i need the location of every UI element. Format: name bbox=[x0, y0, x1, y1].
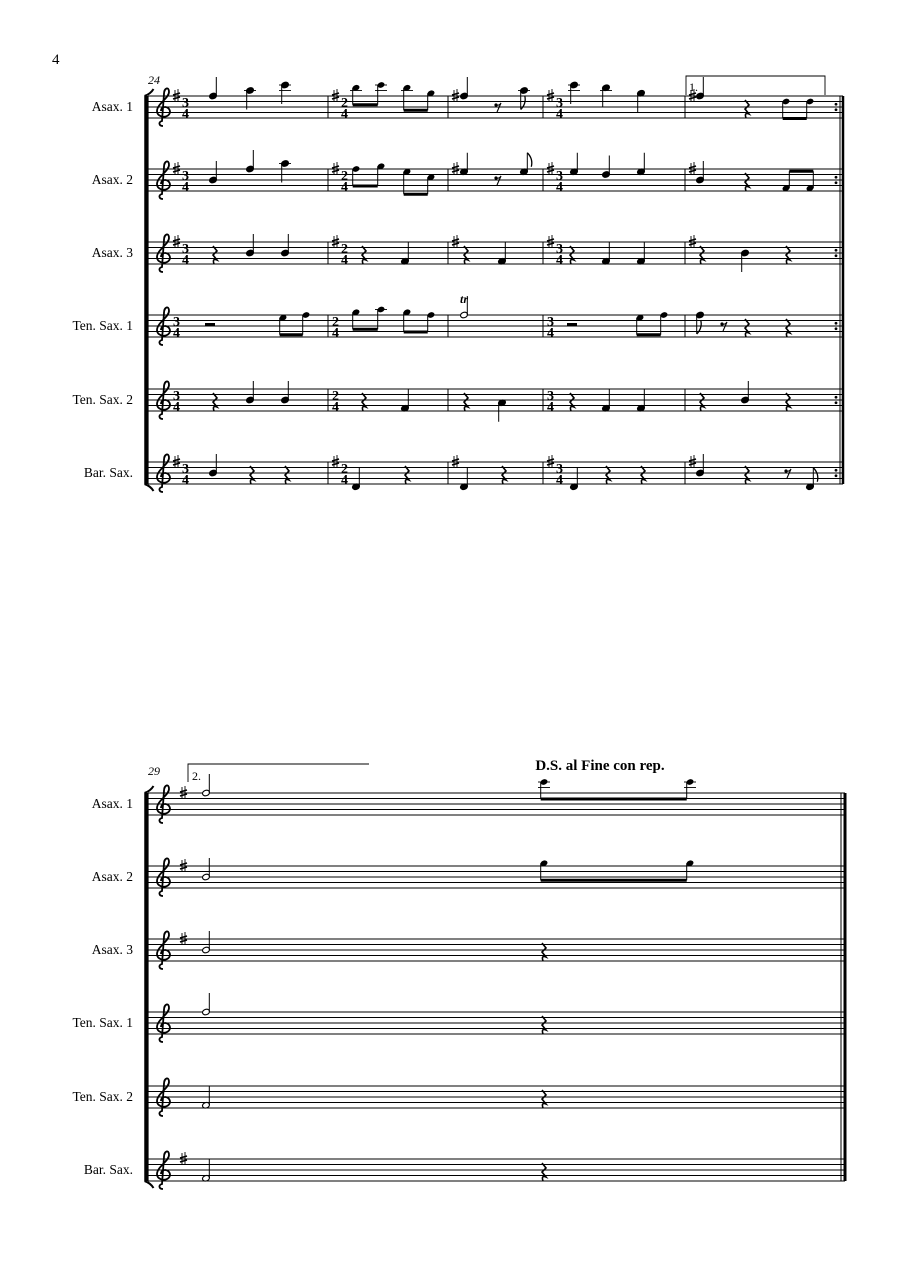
time-signature-numerator: 3 bbox=[182, 96, 189, 111]
quarter-rest-icon bbox=[745, 173, 749, 191]
key-sharp-icon bbox=[173, 162, 180, 175]
quarter-rest-icon bbox=[213, 246, 217, 264]
time-signature-numerator: 3 bbox=[173, 389, 180, 404]
key-sharp-icon bbox=[173, 89, 180, 102]
time-signature-denominator: 4 bbox=[556, 253, 563, 268]
key-sharp-icon bbox=[689, 455, 696, 468]
quarter-note bbox=[246, 150, 255, 173]
quarter-note bbox=[244, 87, 256, 110]
eighth-rest-icon bbox=[494, 176, 501, 185]
time-signature-denominator: 4 bbox=[332, 326, 339, 341]
treble-clef-icon bbox=[157, 785, 170, 823]
key-sharp-icon bbox=[452, 89, 459, 102]
quarter-note bbox=[401, 389, 410, 412]
beamed-eighth-notes bbox=[401, 84, 435, 110]
eighth-note bbox=[518, 87, 530, 110]
quarter-rest-icon bbox=[213, 393, 217, 411]
instrument-label: Ten. Sax. 1 bbox=[72, 1015, 133, 1030]
time-signature-numerator: 3 bbox=[182, 242, 189, 257]
treble-clef-icon bbox=[157, 1078, 170, 1116]
trill-label: tr bbox=[460, 292, 469, 306]
instrument-label: Asax. 3 bbox=[91, 942, 133, 957]
time-signature-denominator: 4 bbox=[173, 326, 180, 341]
quarter-rest-icon bbox=[570, 393, 574, 411]
quarter-note bbox=[637, 389, 646, 412]
quarter-note bbox=[460, 77, 469, 100]
quarter-note bbox=[602, 242, 611, 265]
key-sharp-icon bbox=[332, 455, 339, 468]
half-note bbox=[202, 858, 211, 881]
quarter-note bbox=[637, 242, 646, 265]
time-signature-numerator: 3 bbox=[556, 96, 563, 111]
quarter-note bbox=[281, 234, 290, 257]
quarter-rest-icon bbox=[250, 466, 254, 484]
quarter-rest-icon bbox=[745, 100, 749, 118]
time-signature-denominator: 4 bbox=[556, 473, 563, 488]
quarter-note bbox=[209, 161, 218, 184]
quarter-rest-icon bbox=[405, 466, 409, 484]
quarter-rest-icon bbox=[700, 393, 704, 411]
quarter-rest-icon bbox=[362, 393, 366, 411]
key-sharp-icon bbox=[452, 235, 459, 248]
key-sharp-icon bbox=[332, 235, 339, 248]
time-signature-denominator: 4 bbox=[556, 180, 563, 195]
instrument-label: Asax. 2 bbox=[91, 172, 133, 187]
system-bracket bbox=[145, 89, 154, 491]
quarter-note bbox=[741, 381, 750, 404]
volta-label: 2. bbox=[192, 769, 201, 783]
instrument-label: Asax. 2 bbox=[91, 869, 133, 884]
time-signature-numerator: 3 bbox=[547, 389, 554, 404]
time-signature-numerator: 2 bbox=[341, 462, 348, 477]
key-sharp-icon bbox=[547, 89, 554, 102]
time-signature-numerator: 2 bbox=[341, 242, 348, 257]
quarter-rest-icon bbox=[786, 246, 790, 264]
time-signature-denominator: 4 bbox=[547, 400, 554, 415]
time-signature-numerator: 2 bbox=[332, 315, 339, 330]
time-signature-denominator: 4 bbox=[182, 253, 189, 268]
key-sharp-icon bbox=[689, 162, 696, 175]
treble-clef-icon bbox=[157, 1151, 170, 1189]
key-sharp-icon bbox=[173, 235, 180, 248]
beamed-eighth-notes bbox=[782, 98, 815, 119]
instrument-label: Asax. 1 bbox=[91, 796, 133, 811]
quarter-rest-icon bbox=[542, 1090, 546, 1108]
eighth-note bbox=[696, 311, 705, 334]
quarter-rest-icon bbox=[464, 393, 468, 411]
time-signature-numerator: 2 bbox=[341, 169, 348, 184]
quarter-rest-icon bbox=[542, 943, 546, 961]
quarter-note bbox=[602, 156, 611, 179]
key-sharp-icon bbox=[332, 89, 339, 102]
instrument-label: Ten. Sax. 2 bbox=[72, 392, 133, 407]
half-rest-icon bbox=[205, 323, 215, 326]
quarter-note bbox=[352, 468, 361, 491]
key-sharp-icon bbox=[180, 859, 187, 872]
beamed-eighth-notes bbox=[403, 168, 436, 194]
quarter-note bbox=[401, 242, 410, 265]
treble-clef-icon bbox=[157, 234, 170, 272]
time-signature-denominator: 4 bbox=[556, 107, 563, 122]
treble-clef-icon bbox=[157, 161, 170, 199]
quarter-rest-icon bbox=[464, 246, 468, 264]
treble-clef-icon bbox=[157, 307, 170, 345]
quarter-note bbox=[460, 468, 469, 491]
quarter-note bbox=[570, 153, 579, 176]
quarter-note bbox=[741, 249, 750, 272]
quarter-rest-icon bbox=[786, 393, 790, 411]
instrument-label: Bar. Sax. bbox=[83, 1162, 133, 1177]
time-signature-denominator: 4 bbox=[182, 180, 189, 195]
half-note bbox=[202, 931, 211, 954]
time-signature-denominator: 4 bbox=[173, 400, 180, 415]
quarter-note bbox=[209, 454, 218, 477]
instrument-label: Asax. 3 bbox=[91, 245, 133, 260]
quarter-note bbox=[209, 77, 218, 100]
volta-bracket-1 bbox=[686, 76, 825, 95]
time-signature-denominator: 4 bbox=[341, 253, 348, 268]
time-signature-denominator: 4 bbox=[182, 473, 189, 488]
time-signature-denominator: 4 bbox=[341, 473, 348, 488]
quarter-note bbox=[460, 153, 469, 176]
time-signature-numerator: 2 bbox=[341, 96, 348, 111]
instrument-label: Ten. Sax. 2 bbox=[72, 1089, 133, 1104]
quarter-note bbox=[281, 381, 290, 404]
quarter-note bbox=[570, 468, 579, 491]
treble-clef-icon bbox=[157, 931, 170, 969]
quarter-rest-icon bbox=[502, 466, 506, 484]
time-signature-numerator: 2 bbox=[332, 389, 339, 404]
time-signature-numerator: 3 bbox=[182, 169, 189, 184]
treble-clef-icon bbox=[157, 858, 170, 896]
quarter-note bbox=[637, 89, 646, 112]
time-signature-denominator: 4 bbox=[341, 180, 348, 195]
half-note bbox=[202, 774, 211, 797]
eighth-rest-icon bbox=[720, 322, 727, 331]
time-signature-denominator: 4 bbox=[182, 107, 189, 122]
quarter-rest-icon bbox=[641, 466, 645, 484]
system-bracket bbox=[145, 786, 154, 1188]
eighth-rest-icon bbox=[494, 103, 501, 112]
quarter-rest-icon bbox=[700, 246, 704, 264]
time-signature-numerator: 3 bbox=[547, 315, 554, 330]
half-note bbox=[202, 993, 211, 1016]
key-sharp-icon bbox=[547, 162, 554, 175]
quarter-note bbox=[600, 84, 612, 107]
instrument-label: Bar. Sax. bbox=[83, 465, 133, 480]
time-signature-denominator: 4 bbox=[332, 400, 339, 415]
key-sharp-icon bbox=[180, 786, 187, 799]
key-sharp-icon bbox=[332, 162, 339, 175]
treble-clef-icon bbox=[157, 1004, 170, 1042]
treble-clef-icon bbox=[157, 454, 170, 492]
quarter-rest-icon bbox=[606, 466, 610, 484]
treble-clef-icon bbox=[157, 381, 170, 419]
quarter-rest-icon bbox=[745, 319, 749, 337]
quarter-note bbox=[498, 399, 507, 422]
quarter-note bbox=[568, 81, 580, 104]
page-number: 4 bbox=[52, 52, 60, 68]
ds-al-fine-direction: D.S. al Fine con rep. bbox=[535, 758, 665, 774]
quarter-note bbox=[279, 160, 291, 183]
time-signature-denominator: 4 bbox=[341, 107, 348, 122]
treble-clef-icon bbox=[157, 88, 170, 126]
instrument-label: Asax. 1 bbox=[91, 99, 133, 114]
key-sharp-icon bbox=[180, 1152, 187, 1165]
eighth-note bbox=[806, 468, 818, 491]
quarter-rest-icon bbox=[285, 466, 289, 484]
quarter-rest-icon bbox=[786, 319, 790, 337]
eighth-note bbox=[520, 153, 532, 176]
measure-number: 24 bbox=[148, 73, 160, 87]
beamed-eighth-notes bbox=[538, 778, 696, 799]
quarter-note bbox=[246, 381, 255, 404]
key-sharp-icon bbox=[452, 162, 459, 175]
quarter-rest-icon bbox=[362, 246, 366, 264]
measure-number: 29 bbox=[148, 764, 160, 778]
volta-bracket-2 bbox=[188, 764, 369, 782]
time-signature-numerator: 3 bbox=[556, 462, 563, 477]
half-note bbox=[202, 1086, 211, 1109]
key-sharp-icon bbox=[689, 235, 696, 248]
key-sharp-icon bbox=[452, 455, 459, 468]
half-rest-icon bbox=[567, 323, 577, 326]
time-signature-numerator: 3 bbox=[556, 242, 563, 257]
quarter-note bbox=[602, 389, 611, 412]
quarter-rest-icon bbox=[745, 466, 749, 484]
quarter-note bbox=[498, 242, 507, 265]
quarter-rest-icon bbox=[570, 246, 574, 264]
quarter-note bbox=[696, 454, 705, 477]
key-sharp-icon bbox=[173, 455, 180, 468]
quarter-note bbox=[279, 81, 291, 104]
time-signature-numerator: 3 bbox=[182, 462, 189, 477]
time-signature-numerator: 3 bbox=[556, 169, 563, 184]
quarter-rest-icon bbox=[542, 1163, 546, 1181]
time-signature-denominator: 4 bbox=[547, 326, 554, 341]
key-sharp-icon bbox=[547, 455, 554, 468]
key-sharp-icon bbox=[180, 932, 187, 945]
volta-label: 1. bbox=[689, 80, 698, 94]
quarter-rest-icon bbox=[542, 1016, 546, 1034]
quarter-note bbox=[637, 153, 646, 176]
quarter-note bbox=[246, 234, 255, 257]
time-signature-numerator: 3 bbox=[173, 315, 180, 330]
half-note bbox=[202, 1159, 211, 1182]
key-sharp-icon bbox=[547, 235, 554, 248]
eighth-rest-icon bbox=[784, 469, 791, 478]
quarter-note bbox=[696, 161, 705, 184]
instrument-label: Ten. Sax. 1 bbox=[72, 318, 133, 333]
